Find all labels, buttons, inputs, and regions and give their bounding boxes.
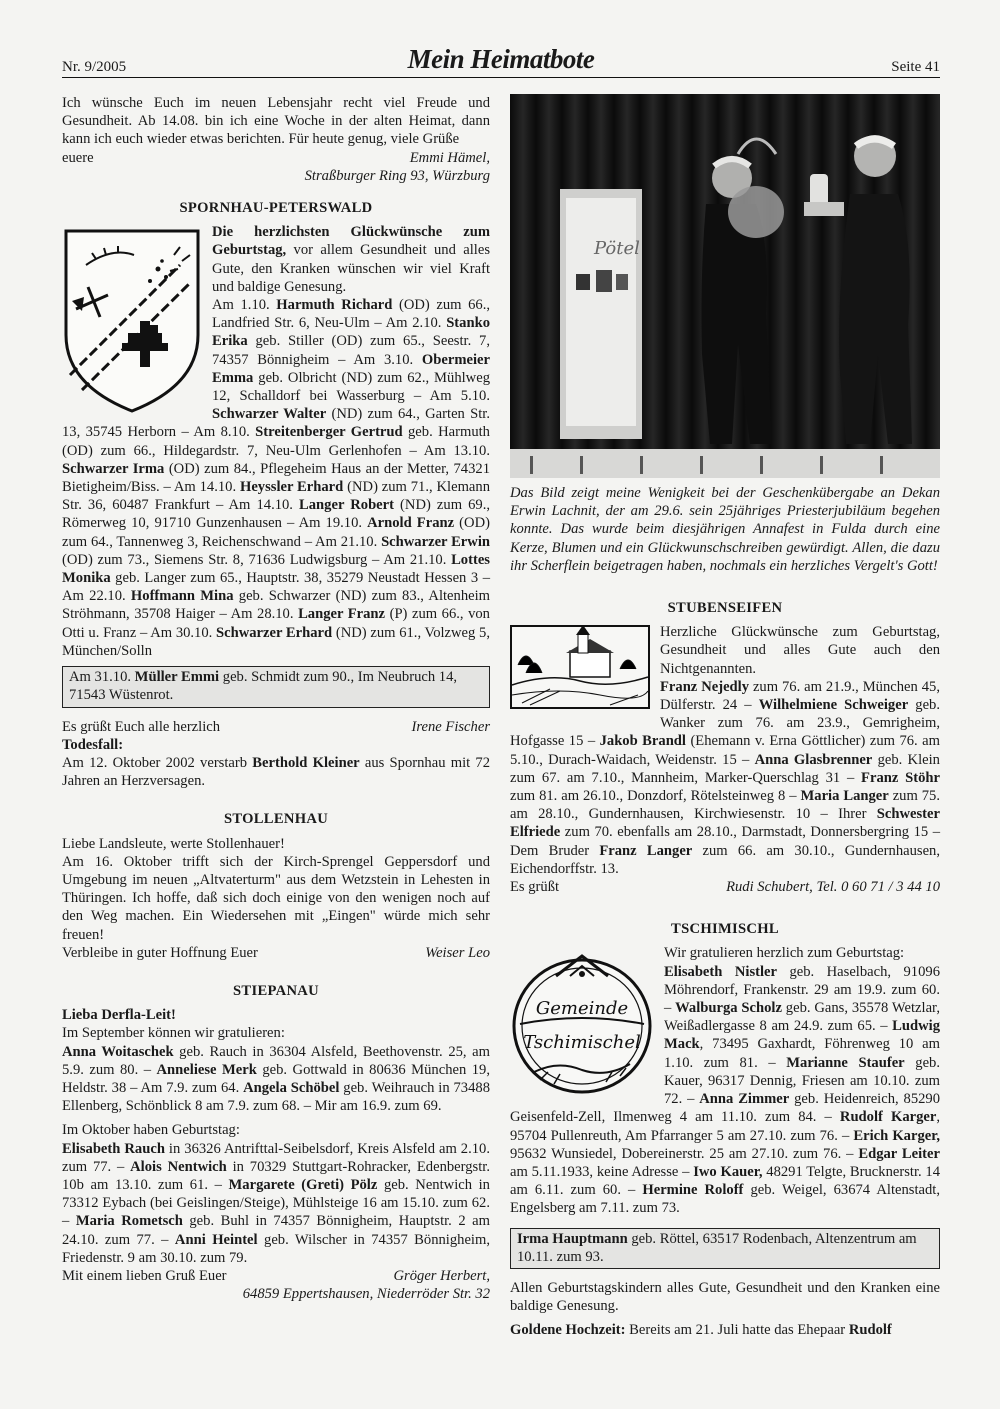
golden-name: Rudolf bbox=[848, 1322, 892, 1339]
stollenhau-text: Am 16. Oktober trifft sich der Kirch-Sprengel Geppersdorf und Umgebung im neuen „Altvaterturm" aus dem Wetzstein in Lehesten in Thüringen. Ich hoffe, daß sich doch einige von den wenigen noch auf den Weg machen. Ein Wiedersehen mit „Eingen" würde mich sehr freuen! bbox=[62, 853, 490, 943]
death-notice bbox=[62, 754, 490, 790]
spornhau-text: Die herzlichsten Glückwünsche zum Geburtstag, vor allem Gesundheit und alles Gute, den Kranken wünschen wir viel Kraft und baldige Genesung. Am 1.10. Harmuth Richard (OD) zum 66., Landfried Str. 6, Neu-Ulm – Am 2.10. Stanko Erika geb. Stiller (OD) zum 65., Seestr. 7, 74357 Bönnigheim – Am 3.10. Obermeier Emma geb. Olbricht (ND) zum 62., Mühlweg 12, Schalldorf bei Wasserburg – Am 5.10. Schwarzer Walter (ND) zum 64., Garten Str. 13, 35745 Herborn – Am 8.10. Streitenberger Gertrud geb. Harmuth (OD) zum 66., Hildegardstr. 7, Neu-Ulm Gerlenhofen – Am 13.10. Schwarzer Irma (OD) zum 84., Pflegeheim Haus an der Metter, 74321 Bietigheim/Biss. – Am 14.10. Heyssler Erhard (ND) zum 71., Klemann Str. 36, 60487 Frankfurt – Am 14.10. Langer Robert (ND) zum 69., Römerweg 10, 91710 Gunzenhausen – Am 19.10. Arnold Franz (OD) zum 64., Tannenweg 3, Reichenschwand – Am 21.10. Schwarzer Erwin (OD) zum 73., Siemens Str. 8, 71636 Ludwigsburg – Am 21.10. Lottes Monika geb. Langer zum 65., Hauptstr. 38, 35279 Neustadt Hessen 3 – Am 22.10. Hoffmann Mina geb. Schwarzer (ND) zum 83., Altenheim Ströhmann, 35708 Haiger – Am 28.10. Langer Franz (P) zum 66., von Otti u. Franz – Am 30.10. Schwarzer Erhard (ND) zum 61., Volzweg 5, München/Solln bbox=[62, 224, 491, 659]
page-number: Seite 41 bbox=[891, 59, 940, 75]
tschimischl-seal bbox=[510, 946, 654, 1101]
seal-line1: Gemeinde bbox=[535, 998, 629, 1020]
stiepanau-salutation: Lieba Derfla-Leit! bbox=[62, 1007, 176, 1024]
stollenhau-author: Weiser Leo bbox=[425, 944, 490, 961]
photo-illustration bbox=[510, 94, 940, 478]
right-column bbox=[510, 94, 940, 1340]
spornhau-highlight-box bbox=[62, 666, 490, 707]
stubenseifen-intro: Herzliche Glückwünsche zum Geburtstag, Gesundheit und alles Gute auch den Nichtgenannten. bbox=[660, 624, 940, 677]
golden-wedding bbox=[510, 1321, 940, 1339]
spornhau-lead-rest: vor allem Gesundheit und alles Gute, den Kranken wünschen wir viel Kraft und baldige Genesung. bbox=[212, 242, 490, 295]
stiepanau-author: Gröger Herbert, bbox=[393, 1267, 490, 1284]
tschimischl-highlight-box bbox=[510, 1228, 940, 1269]
tschimischl-box-rest: geb. Röttel, 63517 Rodenbach, Altenzentrum am 10.11. zum 93. bbox=[517, 1230, 917, 1265]
spornhau-coat-of-arms bbox=[62, 225, 202, 420]
spornhau-author: Irene Fischer bbox=[411, 718, 490, 735]
box-date: Am 31.10. bbox=[69, 669, 135, 686]
stubenseifen-greeting: Es grüßt bbox=[510, 879, 560, 896]
tschimischl-list: Elisabeth Nistler geb. Haselbach, 91096 Möhrendorf, Frankenstr. 29 am 19.9. zum 60. – Walburga Scholz geb. Gans, 35578 Wetzlar, Weißadlergasse 8 am 24.9. zum 65. – Ludwig Mack, 73495 Gaxhardt, Föhrenweg 10 am 1.10. zum 81. – Marianne Staufer geb. Kauer, 96317 Dennig, Friesen am 10.10. zum 72. – Anna Zimmer geb. Heidenreich, 85290 Geisenfeld-Zell, Ilmenweg 4 am 11.10. zum 84. – Rudolf Karger, 95704 Pullenreuth, Am Pfarranger 5 am 27.10. zum 76. – Erich Karger, 95632 Wunsiedel, Dobereinerstr. 25 am 27.10. zum 76. – Edgar Leiter am 5.11.1933, keine Adresse – Iwo Kauer, 48291 Telgte, Brucknerstr. 14 am 6.11. zum 60. – Hermine Roloff geb. Weigel, 63674 Altenstadt, Engelsberg am 7.11. zum 73. bbox=[510, 963, 941, 1217]
header-rule bbox=[62, 77, 940, 78]
coat-of-arms-icon bbox=[62, 225, 202, 415]
stiepanau-sept-intro: Im September können wir gratulieren: bbox=[62, 1025, 285, 1042]
tschimischl-closing: Allen Geburtstagskindern alles Gute, Gesundheit und den Kranken eine baldige Genesung. bbox=[510, 1279, 940, 1315]
stollenhau-closing: Verbleibe in guter Hoffnung Euer bbox=[62, 944, 258, 961]
stollenhau-salutation: Liebe Landsleute, werte Stollenhauer! bbox=[62, 835, 285, 852]
stiepanau-sept-list: Anna Woitaschek geb. Rauch in 36304 Alsfeld, Beethovenstr. 25, am 5.9. zum 80. – Anneliese Merk geb. Gottwald in 80636 München 19, Heldstr. 38 – Am 7.9. zum 64. Angela Schöbel geb. Weihrauch in 73488 Ellenberg, Schönblick 8 am 7.9. zum 68. – Mir am 16.9. zum 69. bbox=[62, 1043, 490, 1115]
municipal-seal-icon bbox=[510, 946, 654, 1096]
intro-author: Emmi Hämel, bbox=[409, 149, 490, 166]
masthead-title: Mein Heimatbote bbox=[407, 44, 595, 74]
golden-pre: Bereits am 21. Juli hatte das Ehepaar bbox=[625, 1322, 849, 1339]
stiepanau-oct-list: Elisabeth Rauch in 36326 Antrifttal-Seibelsdorf, Kreis Alsfeld am 2.10. zum 77. – Alois Nentwich in 70329 Stuttgart-Rohracker, Edenbergstr. 10b am 13.10. zum 61. – Margarete (Greti) Pölz geb. Nentwich in 73312 Eybach (bei Geislingen/Steige), Mühlsteige 16 am 15.10. zum 62. – Maria Rometsch geb. Buhl in 74357 Bönnigheim, Hauptstr. 2 am 24.10. zum 77. – Anni Heintel geb. Wilscher in 74357 Bönnigheim, Friedenstr. 9 am 30.10. zum 79. bbox=[62, 1140, 490, 1266]
stiepanau-oct-intro: Im Oktober haben Geburtstag: bbox=[62, 1122, 240, 1139]
spornhau-greeting: Es grüßt Euch alle herzlich bbox=[62, 718, 221, 735]
spornhau-lead: Die herzlichsten Glückwünsche zum Geburtstag, bbox=[212, 224, 490, 259]
intro-text: Ich wünsche Euch im neuen Lebensjahr recht viel Freude und Gesundheit. Ab 14.08. bin ich eine Woche in der alten Heimat, dann kann ich euch wieder etwas berichten. Für heute genug, viele Grüße bbox=[62, 95, 490, 148]
stollenhau-signature bbox=[62, 944, 490, 962]
ceremony-photo bbox=[510, 94, 940, 478]
section-title-tschimischl: TSCHIMISCHL bbox=[671, 921, 779, 938]
death-rest: aus Spornhau mit 72 Jahren an Herzversagen. bbox=[62, 754, 491, 790]
sign-text: Pötel bbox=[594, 238, 640, 259]
stubenseifen-church-drawing bbox=[510, 625, 650, 714]
stubenseifen-list: Franz Nejedly zum 76. am 21.9., München 45, Dülferstr. 24 – Wilhelmiene Schweiger geb. Wanker zum 76. am 23.9., Gemrigheim, Hofgasse 15 – Jakob Brandl (Ehemann v. Erna Göttlicher) zum 76. am 5.10., Durach-Waidach, Weidenstr. 15 – Anna Glasbrenner geb. Klein zum 67. am 7.10., Mannheim, Marker-Querschlag 31 – Franz Stöhr zum 81. am 26.10., Donzdorf, Rötelsteinweg 8 – Maria Langer zum 75. am 28.10., Gundernhausen, Kirchwiesenstr. 10 – Ihrer Schwester Elfriede zum 70. ebenfalls am 28.10., Darmstadt, Donnersbergring 15 – Dem Bruder Franz Langer zum 66. am 30.10., Gundernhausen, Eichendorffstr. 13. bbox=[510, 678, 940, 877]
death-pre: Am 12. Oktober 2002 verstarb bbox=[62, 754, 253, 771]
intro-address: Straßburger Ring 93, Würzburg bbox=[304, 167, 490, 184]
seal-line2: Tschimischel bbox=[523, 1032, 641, 1054]
intro-signature bbox=[62, 149, 490, 167]
box-rest: geb. Schmidt zum 90., Im Neubruch 14, 71543 Wüstenrot. bbox=[69, 669, 458, 704]
page-header bbox=[62, 44, 940, 78]
stiepanau-closing: Mit einem lieben Gruß Euer bbox=[62, 1267, 227, 1284]
section-title-stiepanau: STIEPANAU bbox=[233, 982, 319, 999]
section-title-stollenhau: STOLLENHAU bbox=[223, 811, 329, 828]
stiepanau-address: 64859 Eppertshausen, Niederröder Str. 32 bbox=[242, 1286, 490, 1303]
church-icon bbox=[510, 625, 650, 709]
intro-closing: euere bbox=[62, 149, 94, 166]
photo-caption: Das Bild zeigt meine Wenigkeit bei der Geschenkübergabe an Dekan Erwin Lachnit, der am 29.6. sein 25jähriges Priesterjubiläum begehen konnte. Das wurde beim diesjährigen Annafest in Fulda durch eine Kerze, Blumen und ein Glückwunschschreiben gewürdigt. Allen, die dazu ihr Scherflein beigetragen haben, nochmals ein herzliches Vergelt's Gott! bbox=[510, 485, 940, 574]
tschimischl-box-name: Irma Hauptmann bbox=[517, 1230, 628, 1247]
stubenseifen-author: Rudi Schubert, Tel. 0 60 71 / 3 44 10 bbox=[726, 879, 940, 896]
section-title-stubenseifen: STUBENSEIFEN bbox=[667, 600, 783, 617]
death-name: Berthold Kleiner bbox=[252, 754, 360, 771]
issue-number: Nr. 9/2005 bbox=[62, 59, 127, 75]
box-name: Müller Emmi bbox=[134, 669, 220, 686]
left-column bbox=[62, 94, 490, 1303]
spornhau-signature bbox=[62, 718, 490, 736]
tschimischl-intro: Wir gratulieren herzlich zum Geburtstag: bbox=[664, 945, 905, 962]
golden-label: Goldene Hochzeit: bbox=[510, 1322, 626, 1339]
stubenseifen-signature bbox=[510, 878, 940, 896]
section-title-spornhau: SPORNHAU-PETERSWALD bbox=[179, 200, 373, 217]
stiepanau-signature bbox=[62, 1267, 490, 1285]
death-title: Todesfall: bbox=[62, 736, 124, 753]
